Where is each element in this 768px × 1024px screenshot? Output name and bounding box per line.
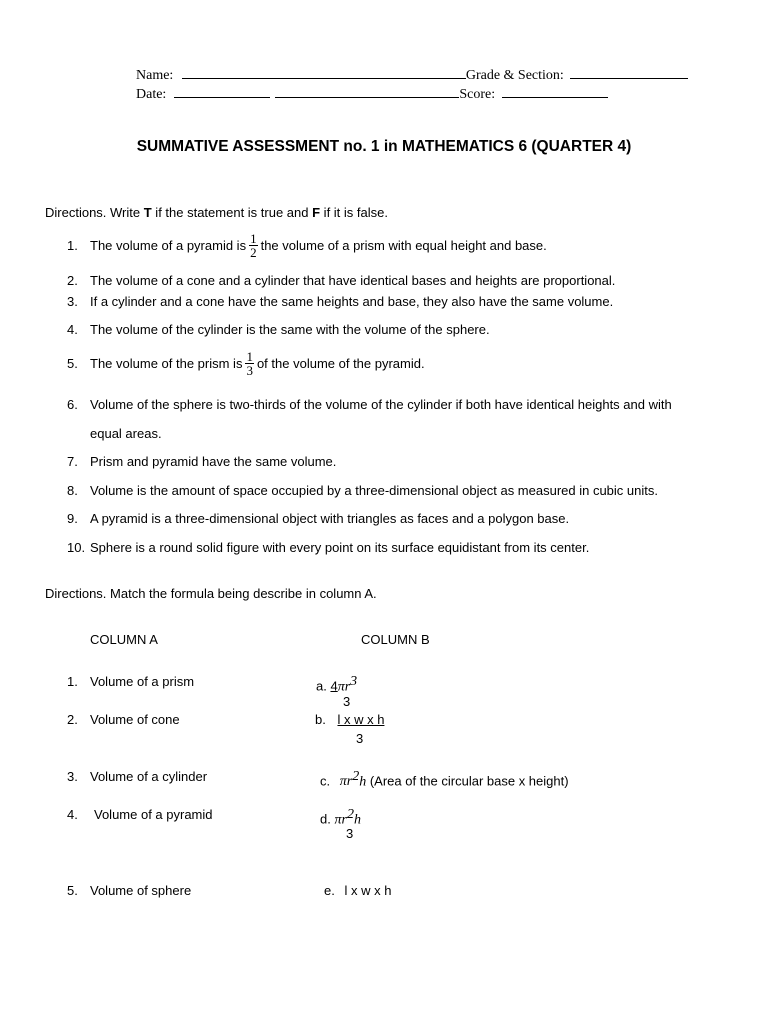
column-b-item-d bbox=[320, 807, 361, 828]
tf-item bbox=[67, 273, 615, 288]
directions-text: if the statement is true and bbox=[151, 205, 313, 220]
fraction-denominator: 3 bbox=[246, 363, 253, 378]
tf-item bbox=[67, 511, 569, 526]
item-number: 5. bbox=[67, 356, 78, 371]
fraction-denominator: 2 bbox=[250, 245, 257, 260]
item-text: The volume of the prism is bbox=[90, 356, 243, 371]
formula-denominator: 3 bbox=[346, 826, 354, 841]
column-a-item bbox=[67, 807, 213, 822]
formula-expression: l x w x h bbox=[344, 883, 392, 898]
option-letter: c. bbox=[320, 773, 331, 789]
column-b-item-b bbox=[315, 712, 384, 727]
name-field[interactable] bbox=[182, 66, 466, 79]
item-number: 5. bbox=[67, 883, 78, 898]
item-text: Volume of a prism bbox=[90, 674, 195, 689]
part1-directions bbox=[45, 205, 388, 220]
page-title: SUMMATIVE ASSESSMENT no. 1 in MATHEMATICS 6 (QUARTER 4) bbox=[136, 138, 632, 155]
name-row bbox=[136, 66, 688, 84]
date-label: Date: bbox=[136, 87, 167, 102]
formula-h: h bbox=[353, 812, 361, 828]
item-number: 1. bbox=[67, 238, 78, 253]
part2-directions: Directions. Match the formula being describe in column A. bbox=[45, 586, 377, 601]
item-number: 2. bbox=[67, 273, 78, 288]
item-number: 4. bbox=[67, 322, 78, 337]
directions-t: T bbox=[143, 205, 152, 220]
date-field-2[interactable] bbox=[275, 85, 459, 98]
option-letter: b. bbox=[315, 712, 326, 727]
column-b-item-a bbox=[316, 674, 357, 695]
tf-item bbox=[67, 294, 613, 309]
item-number: 6. bbox=[67, 397, 78, 412]
item-text: Sphere is a round solid figure with every point on its surface equidistant from its center. bbox=[90, 540, 590, 555]
formula-coefficient: 4 bbox=[330, 678, 338, 694]
item-text: The volume of a cone and a cylinder that have identical bases and heights are proportional. bbox=[90, 273, 616, 288]
item-text: Volume of a cylinder bbox=[90, 769, 208, 784]
column-b-item-e bbox=[324, 883, 391, 898]
tf-item bbox=[67, 454, 336, 469]
option-letter: d. bbox=[320, 811, 331, 827]
score-label: Score: bbox=[459, 87, 496, 102]
column-a-header: COLUMN A bbox=[90, 632, 158, 647]
directions-text: if it is false. bbox=[320, 205, 388, 220]
item-number: 2. bbox=[67, 712, 78, 727]
grade-field[interactable] bbox=[570, 66, 688, 79]
item-number: 7. bbox=[67, 454, 78, 469]
directions-text: Directions. Write bbox=[45, 205, 144, 220]
item-text: A pyramid is a three-dimensional object with triangles as faces and a polygon base. bbox=[90, 511, 570, 526]
item-number: 4. bbox=[67, 807, 78, 822]
column-b-header: COLUMN B bbox=[361, 632, 430, 647]
item-text: Volume of a pyramid bbox=[94, 807, 213, 822]
tf-item bbox=[67, 483, 658, 498]
column-a-item bbox=[67, 769, 207, 784]
item-text: Prism and pyramid have the same volume. bbox=[90, 454, 337, 469]
formula-denominator: 3 bbox=[356, 731, 364, 746]
score-field[interactable] bbox=[502, 85, 608, 98]
item-text: Volume is the amount of space occupied by a three-dimensional object as measured in cubic units. bbox=[90, 483, 658, 498]
directions-f: F bbox=[312, 205, 321, 220]
fraction bbox=[249, 232, 258, 259]
formula-pi-r: πr bbox=[339, 774, 353, 790]
date-row bbox=[136, 85, 608, 103]
formula-pi-r: πr bbox=[337, 679, 351, 695]
item-number: 9. bbox=[67, 511, 78, 526]
item-text: the volume of a prism with equal height and base. bbox=[260, 238, 547, 253]
column-b-item-c bbox=[320, 769, 569, 790]
column-a-item bbox=[67, 712, 180, 727]
date-field[interactable] bbox=[174, 85, 270, 98]
tf-item bbox=[67, 350, 425, 377]
formula-exponent: 2 bbox=[346, 807, 354, 822]
formula-exponent: 2 bbox=[352, 769, 360, 784]
item-text: Volume of cone bbox=[90, 712, 180, 727]
item-number: 3. bbox=[67, 769, 78, 784]
item-text: The volume of the cylinder is the same with the volume of the sphere. bbox=[90, 322, 490, 337]
formula-exponent: 3 bbox=[350, 674, 358, 689]
tf-item bbox=[67, 397, 672, 412]
tf-item-continuation: equal areas. bbox=[90, 426, 162, 441]
tf-item bbox=[67, 540, 589, 555]
tf-item bbox=[67, 232, 547, 259]
formula-denominator: 3 bbox=[343, 694, 351, 709]
column-a-item bbox=[67, 883, 191, 898]
item-text: If a cylinder and a cone have the same heights and base, they also have the same volume. bbox=[90, 294, 614, 309]
formula-note: (Area of the circular base x height) bbox=[369, 773, 569, 789]
tf-item bbox=[67, 322, 490, 337]
fraction bbox=[245, 350, 254, 377]
item-text: Volume of the sphere is two-thirds of the volume of the cylinder if both have identical heights and with bbox=[90, 397, 672, 412]
fraction-numerator: 1 bbox=[250, 231, 257, 246]
formula-expression: l x w x h bbox=[337, 712, 385, 727]
option-letter: a. bbox=[316, 678, 327, 694]
name-label: Name: bbox=[136, 68, 174, 83]
item-number: 3. bbox=[67, 294, 78, 309]
item-number: 10. bbox=[67, 540, 86, 555]
grade-label: Grade & Section: bbox=[465, 68, 564, 83]
formula-pi-r: πr bbox=[334, 812, 347, 828]
formula-h: h bbox=[359, 774, 367, 790]
item-text: Volume of sphere bbox=[90, 883, 192, 898]
fraction-numerator: 1 bbox=[246, 349, 253, 364]
option-letter: e. bbox=[324, 883, 335, 898]
item-text: The volume of a pyramid is bbox=[90, 238, 247, 253]
item-number: 1. bbox=[67, 674, 78, 689]
column-a-item bbox=[67, 674, 194, 689]
item-number: 8. bbox=[67, 483, 78, 498]
item-text: of the volume of the pyramid. bbox=[256, 356, 425, 371]
